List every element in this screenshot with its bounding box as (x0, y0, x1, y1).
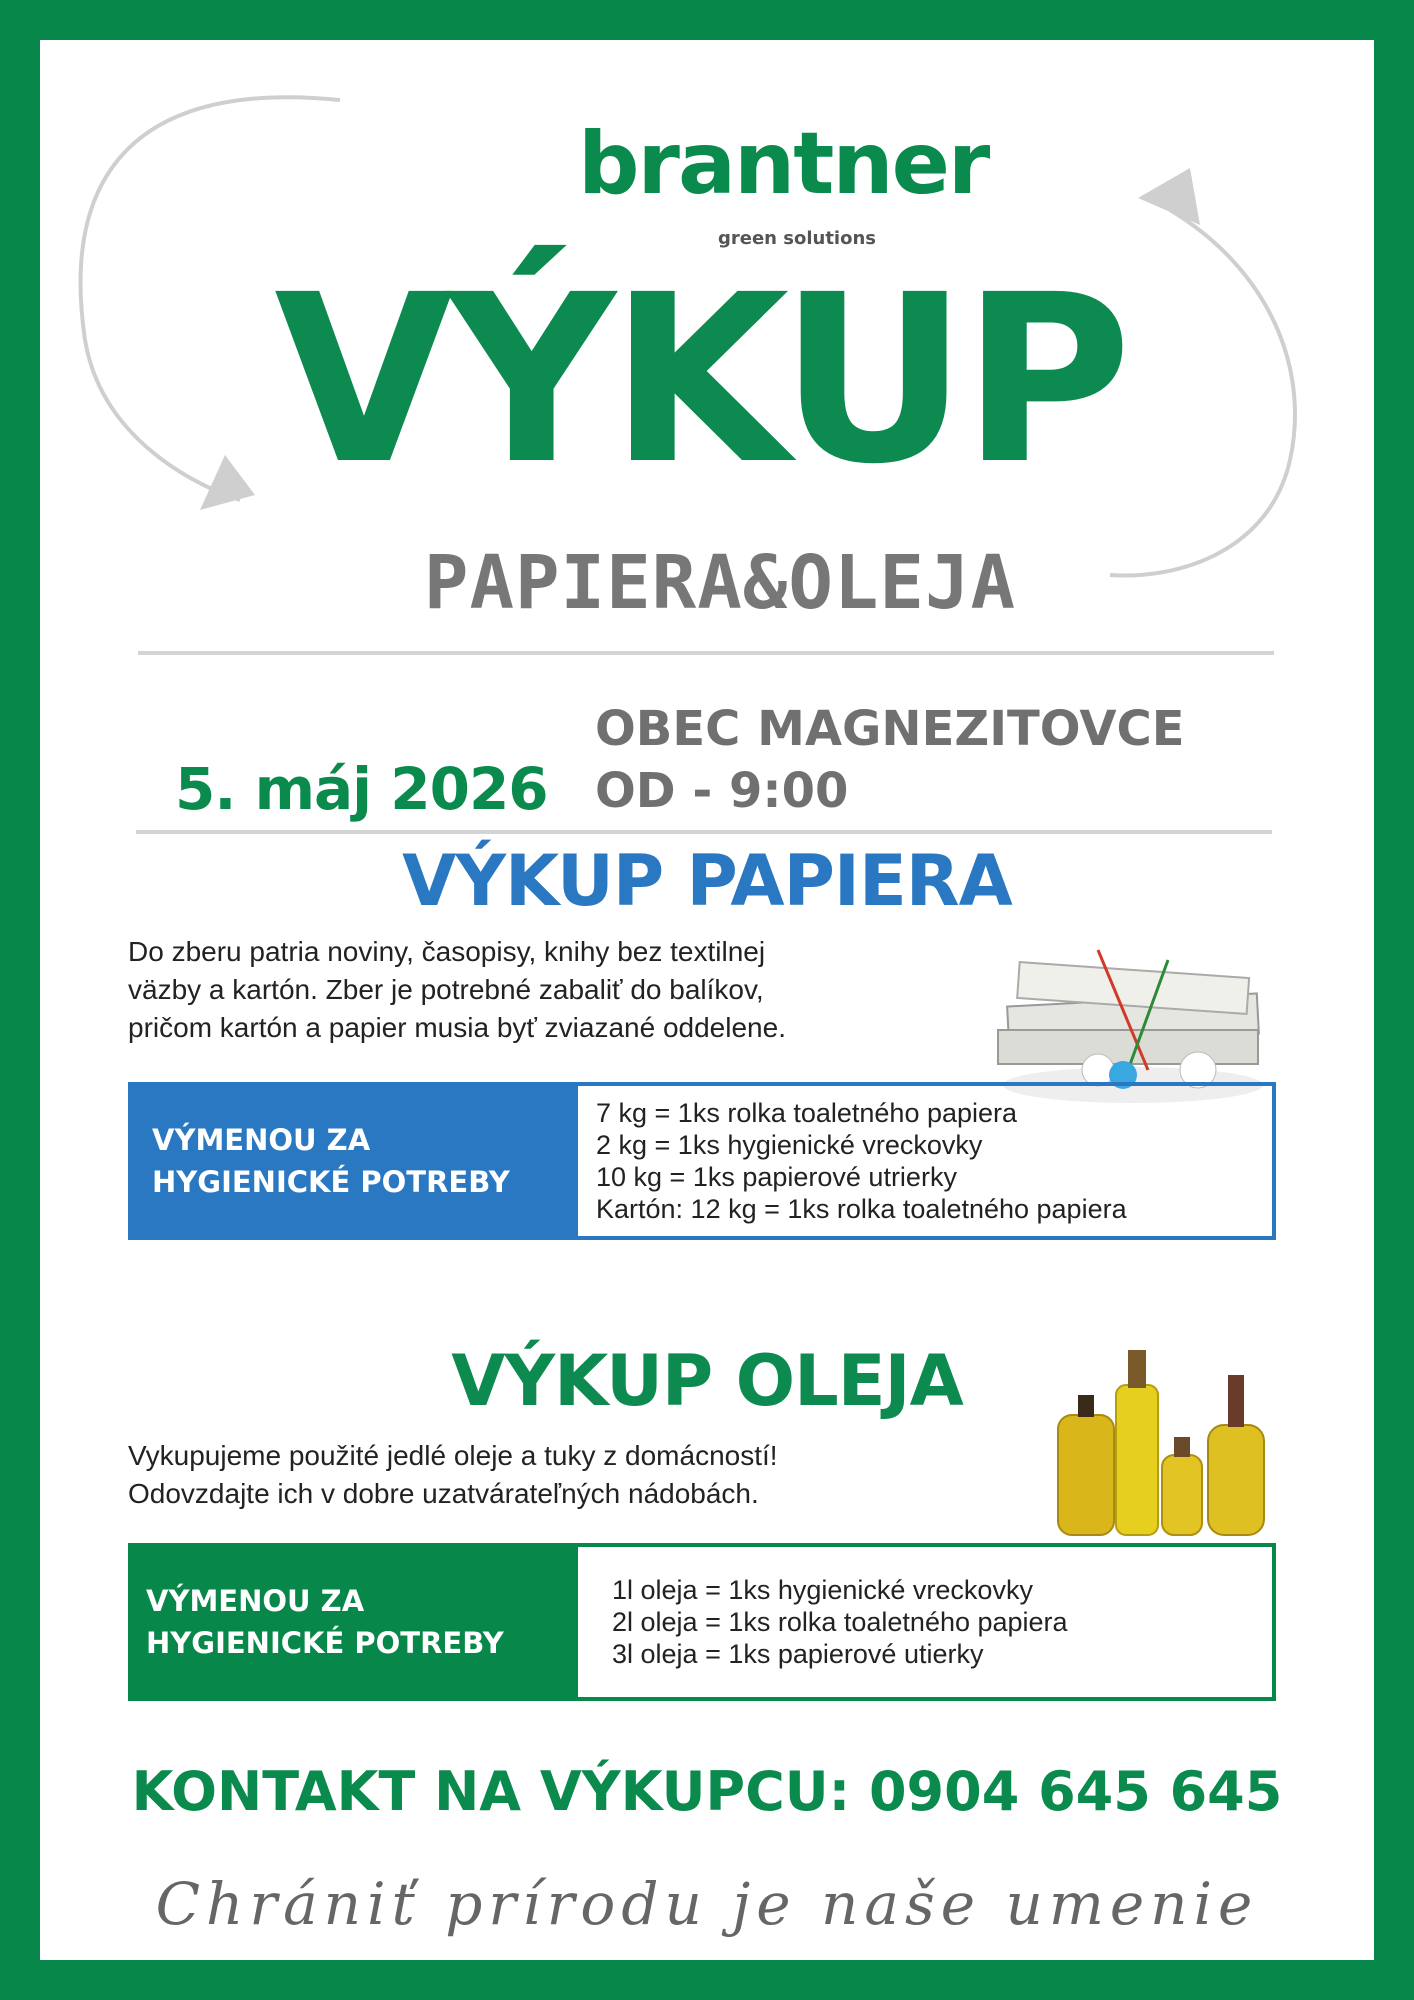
logo-tagline: green solutions (718, 228, 876, 249)
paper-label-line: HYGIENICKÉ POTREBY (152, 1165, 510, 1199)
paper-desc-line: pričom kartón a papier musia byť zviazané oddelene. (128, 1012, 786, 1043)
oil-exchange-box (128, 1543, 1276, 1701)
event-date: 5. máj 2026 (175, 755, 548, 823)
oil-heading: VÝKUP OLEJA (451, 1340, 963, 1422)
paper-rate: 7 kg = 1ks rolka toaletného papiera (596, 1098, 1018, 1128)
event-time: OD - 9:00 (595, 763, 849, 819)
brantner-logo (538, 114, 989, 260)
logo-wordmark: brantner (578, 114, 989, 214)
oil-rate: 1l oleja = 1ks hygienické vreckovky (612, 1575, 1033, 1605)
oil-bottles-image (1050, 1345, 1270, 1545)
oil-rate: 2l oleja = 1ks rolka toaletného papiera (612, 1607, 1068, 1637)
divider-top (138, 651, 1274, 655)
paper-rate: 2 kg = 1ks hygienické vreckovky (596, 1130, 983, 1160)
event-location: OBEC MAGNEZITOVCE (595, 701, 1185, 757)
paper-exchange-label (132, 1086, 578, 1236)
paper-rate: 10 kg = 1ks papierové utrierky (596, 1162, 957, 1192)
paper-rates (578, 1086, 1272, 1236)
oil-label-line: VÝMENOU ZA (146, 1584, 365, 1618)
oil-rates (578, 1547, 1272, 1697)
main-subtitle: PAPIERA&OLEJA (423, 540, 1017, 626)
oil-desc-line: Vykupujeme použité jedlé oleje a tuky z domácností! (128, 1440, 778, 1471)
paper-description (128, 933, 786, 1047)
divider-bottom (136, 830, 1272, 834)
oil-desc-line: Odovzdajte ich v dobre uzatvárateľných nádobách. (128, 1478, 759, 1509)
main-title: VÝKUP (274, 245, 1126, 515)
paper-desc-line: väzby a kartón. Zber je potrebné zabaliť do balíkov, (128, 974, 764, 1005)
event-location-block (595, 698, 1184, 822)
oil-rate: 3l oleja = 1ks papierové utierky (612, 1639, 984, 1669)
slogan: Chrániť prírodu je naše umenie (155, 1870, 1259, 1938)
oil-label-line: HYGIENICKÉ POTREBY (146, 1626, 504, 1660)
contact-phone: KONTAKT NA VÝKUPCU: 0904 645 645 (131, 1760, 1283, 1823)
paper-heading: VÝKUP PAPIERA (402, 840, 1012, 922)
flyer-page (40, 40, 1374, 1960)
paper-exchange-box (128, 1082, 1276, 1240)
oil-exchange-label (132, 1547, 578, 1697)
paper-rate: Kartón: 12 kg = 1ks rolka toaletného papiera (596, 1194, 1127, 1224)
newspaper-stack-image (988, 910, 1278, 1110)
paper-label-line: VÝMENOU ZA (152, 1123, 371, 1157)
paper-desc-line: Do zberu patria noviny, časopisy, knihy bez textilnej (128, 936, 766, 967)
oil-description (128, 1437, 778, 1513)
